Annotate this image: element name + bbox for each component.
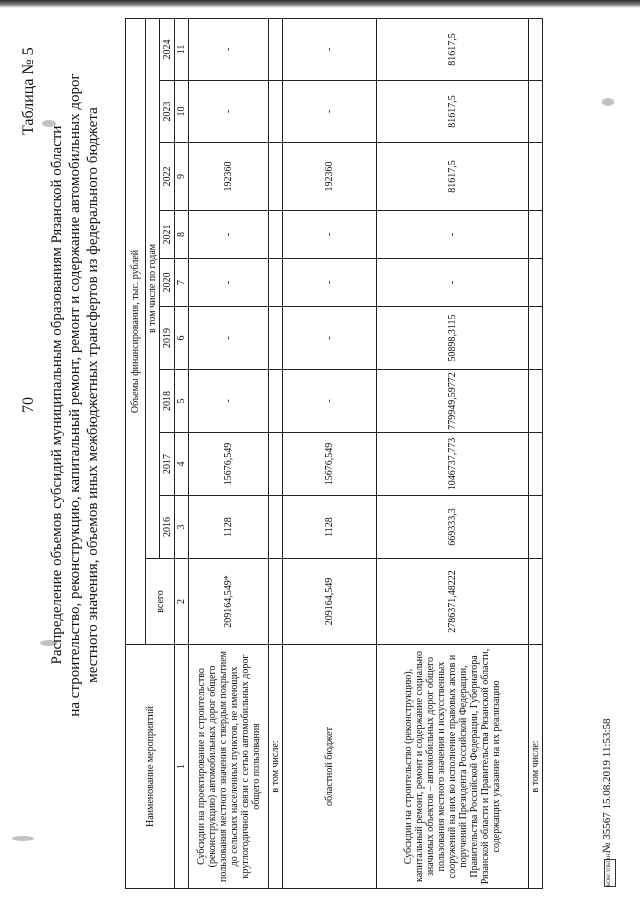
row-total: 209164,549 <box>283 559 377 645</box>
row-total <box>529 559 543 645</box>
row-value <box>529 307 543 370</box>
row-value <box>529 496 543 559</box>
row-value <box>529 433 543 496</box>
row-value <box>529 370 543 433</box>
funding-table <box>125 18 543 889</box>
col-number: 8 <box>175 211 189 259</box>
row-value: 1046737,773 <box>377 433 529 496</box>
year-header: 2022 <box>160 143 175 211</box>
row-value <box>269 496 283 559</box>
row-value <box>269 18 283 80</box>
col-number: 2 <box>175 559 189 645</box>
row-value <box>529 143 543 211</box>
row-value <box>269 211 283 259</box>
col-number: 4 <box>175 433 189 496</box>
row-value <box>269 143 283 211</box>
column-number-row <box>175 18 189 888</box>
row-value: 81617,5 <box>377 81 529 143</box>
header-name: Наименование мероприятий <box>126 645 175 889</box>
row-value: - <box>283 18 377 80</box>
row-value: 192360 <box>189 143 269 211</box>
table-row <box>269 18 283 888</box>
row-value: - <box>189 211 269 259</box>
year-header: 2023 <box>160 81 175 143</box>
row-value: - <box>283 81 377 143</box>
page-number: 70 <box>20 397 37 413</box>
header-by-years: в том числе по годам <box>146 18 160 558</box>
year-header: 2024 <box>160 18 175 80</box>
header-funding: Объемы финансирования, тыс. рублей <box>126 18 146 644</box>
row-value: 81617,5 <box>377 143 529 211</box>
row-name: Субсидии на проектирование и строительство (реконструкцию) автомобильных дорог общего пользования местного значения с твердым покрытием до сельских населенных пунктов, не имеющих круглогодичной связи с сетью автомобильных дорог общего пользования <box>189 645 269 889</box>
row-value <box>529 81 543 143</box>
row-value: - <box>189 259 269 307</box>
row-value: - <box>377 259 529 307</box>
row-value: - <box>189 307 269 370</box>
row-value: 50898,3115 <box>377 307 529 370</box>
row-value <box>529 211 543 259</box>
row-value: 779949,59772 <box>377 370 529 433</box>
row-value: 1128 <box>283 496 377 559</box>
col-number: 5 <box>175 370 189 433</box>
row-value: - <box>283 211 377 259</box>
title-line: местного значения, объемов иных межбюджетных трансфертов из федерального бюджета <box>85 107 101 683</box>
row-name: областной бюджет <box>283 645 377 889</box>
row-value: 81617,5 <box>377 18 529 80</box>
row-value: - <box>283 307 377 370</box>
row-name: в том числе: <box>529 645 543 889</box>
row-value: - <box>283 259 377 307</box>
row-value: 1128 <box>189 496 269 559</box>
row-value: - <box>189 81 269 143</box>
row-total: 2786371,48222 <box>377 559 529 645</box>
header-total: всего <box>146 559 175 645</box>
year-header: 2016 <box>160 496 175 559</box>
year-header: 2017 <box>160 433 175 496</box>
col-number: 10 <box>175 81 189 143</box>
row-value: - <box>283 370 377 433</box>
row-total: 209164,549* <box>189 559 269 645</box>
consultant-stamp: КОНСУЛЬТАНТ <box>604 859 616 887</box>
row-value <box>269 81 283 143</box>
table-row <box>189 18 269 888</box>
col-number: 9 <box>175 143 189 211</box>
year-header: 2019 <box>160 307 175 370</box>
row-value: 192360 <box>283 143 377 211</box>
year-header: 2018 <box>160 370 175 433</box>
col-number: 3 <box>175 496 189 559</box>
row-value <box>529 259 543 307</box>
table-label: Таблица № 5 <box>20 47 37 135</box>
document-title <box>48 35 102 755</box>
row-value: 669333,3 <box>377 496 529 559</box>
title-line: на строительство, реконструкцию, капитальный ремонт, ремонт и содержание автомобильных дорог <box>67 73 83 717</box>
row-value <box>269 259 283 307</box>
table-row <box>529 18 543 888</box>
row-value <box>269 370 283 433</box>
row-value <box>269 307 283 370</box>
row-value: - <box>189 370 269 433</box>
col-number: 6 <box>175 307 189 370</box>
year-header: 2021 <box>160 211 175 259</box>
row-total <box>269 559 283 645</box>
document-id: № 35567 15.08.2019 11:53:58 <box>601 718 613 853</box>
row-value <box>269 433 283 496</box>
year-header: 2020 <box>160 259 175 307</box>
table-row <box>283 18 377 888</box>
row-value: 15676,549 <box>283 433 377 496</box>
col-number: 11 <box>175 18 189 80</box>
col-number: 1 <box>175 645 189 889</box>
table-row <box>377 18 529 888</box>
row-value <box>529 18 543 80</box>
row-value: - <box>377 211 529 259</box>
row-name: Субсидии на строительство (реконструкцию), капитальный ремонт, ремонт и содержание социально значимых объектов – автомобильных дорог общего пользования местного значения и искусственных сооружений на них во исполнение правовых актов и поручений Президента Российской Федерации, Правительства Российской Федерации, Губернатора Рязанской области и Правительства Рязанской области, содержащих указание на их реализацию <box>377 645 529 889</box>
row-name: в том числе: <box>269 645 283 889</box>
row-value: - <box>189 18 269 80</box>
col-number: 7 <box>175 259 189 307</box>
title-line: Распределение объемов субсидий муниципальным образованиям Рязанской области <box>49 125 65 665</box>
row-value: 15676,549 <box>189 433 269 496</box>
